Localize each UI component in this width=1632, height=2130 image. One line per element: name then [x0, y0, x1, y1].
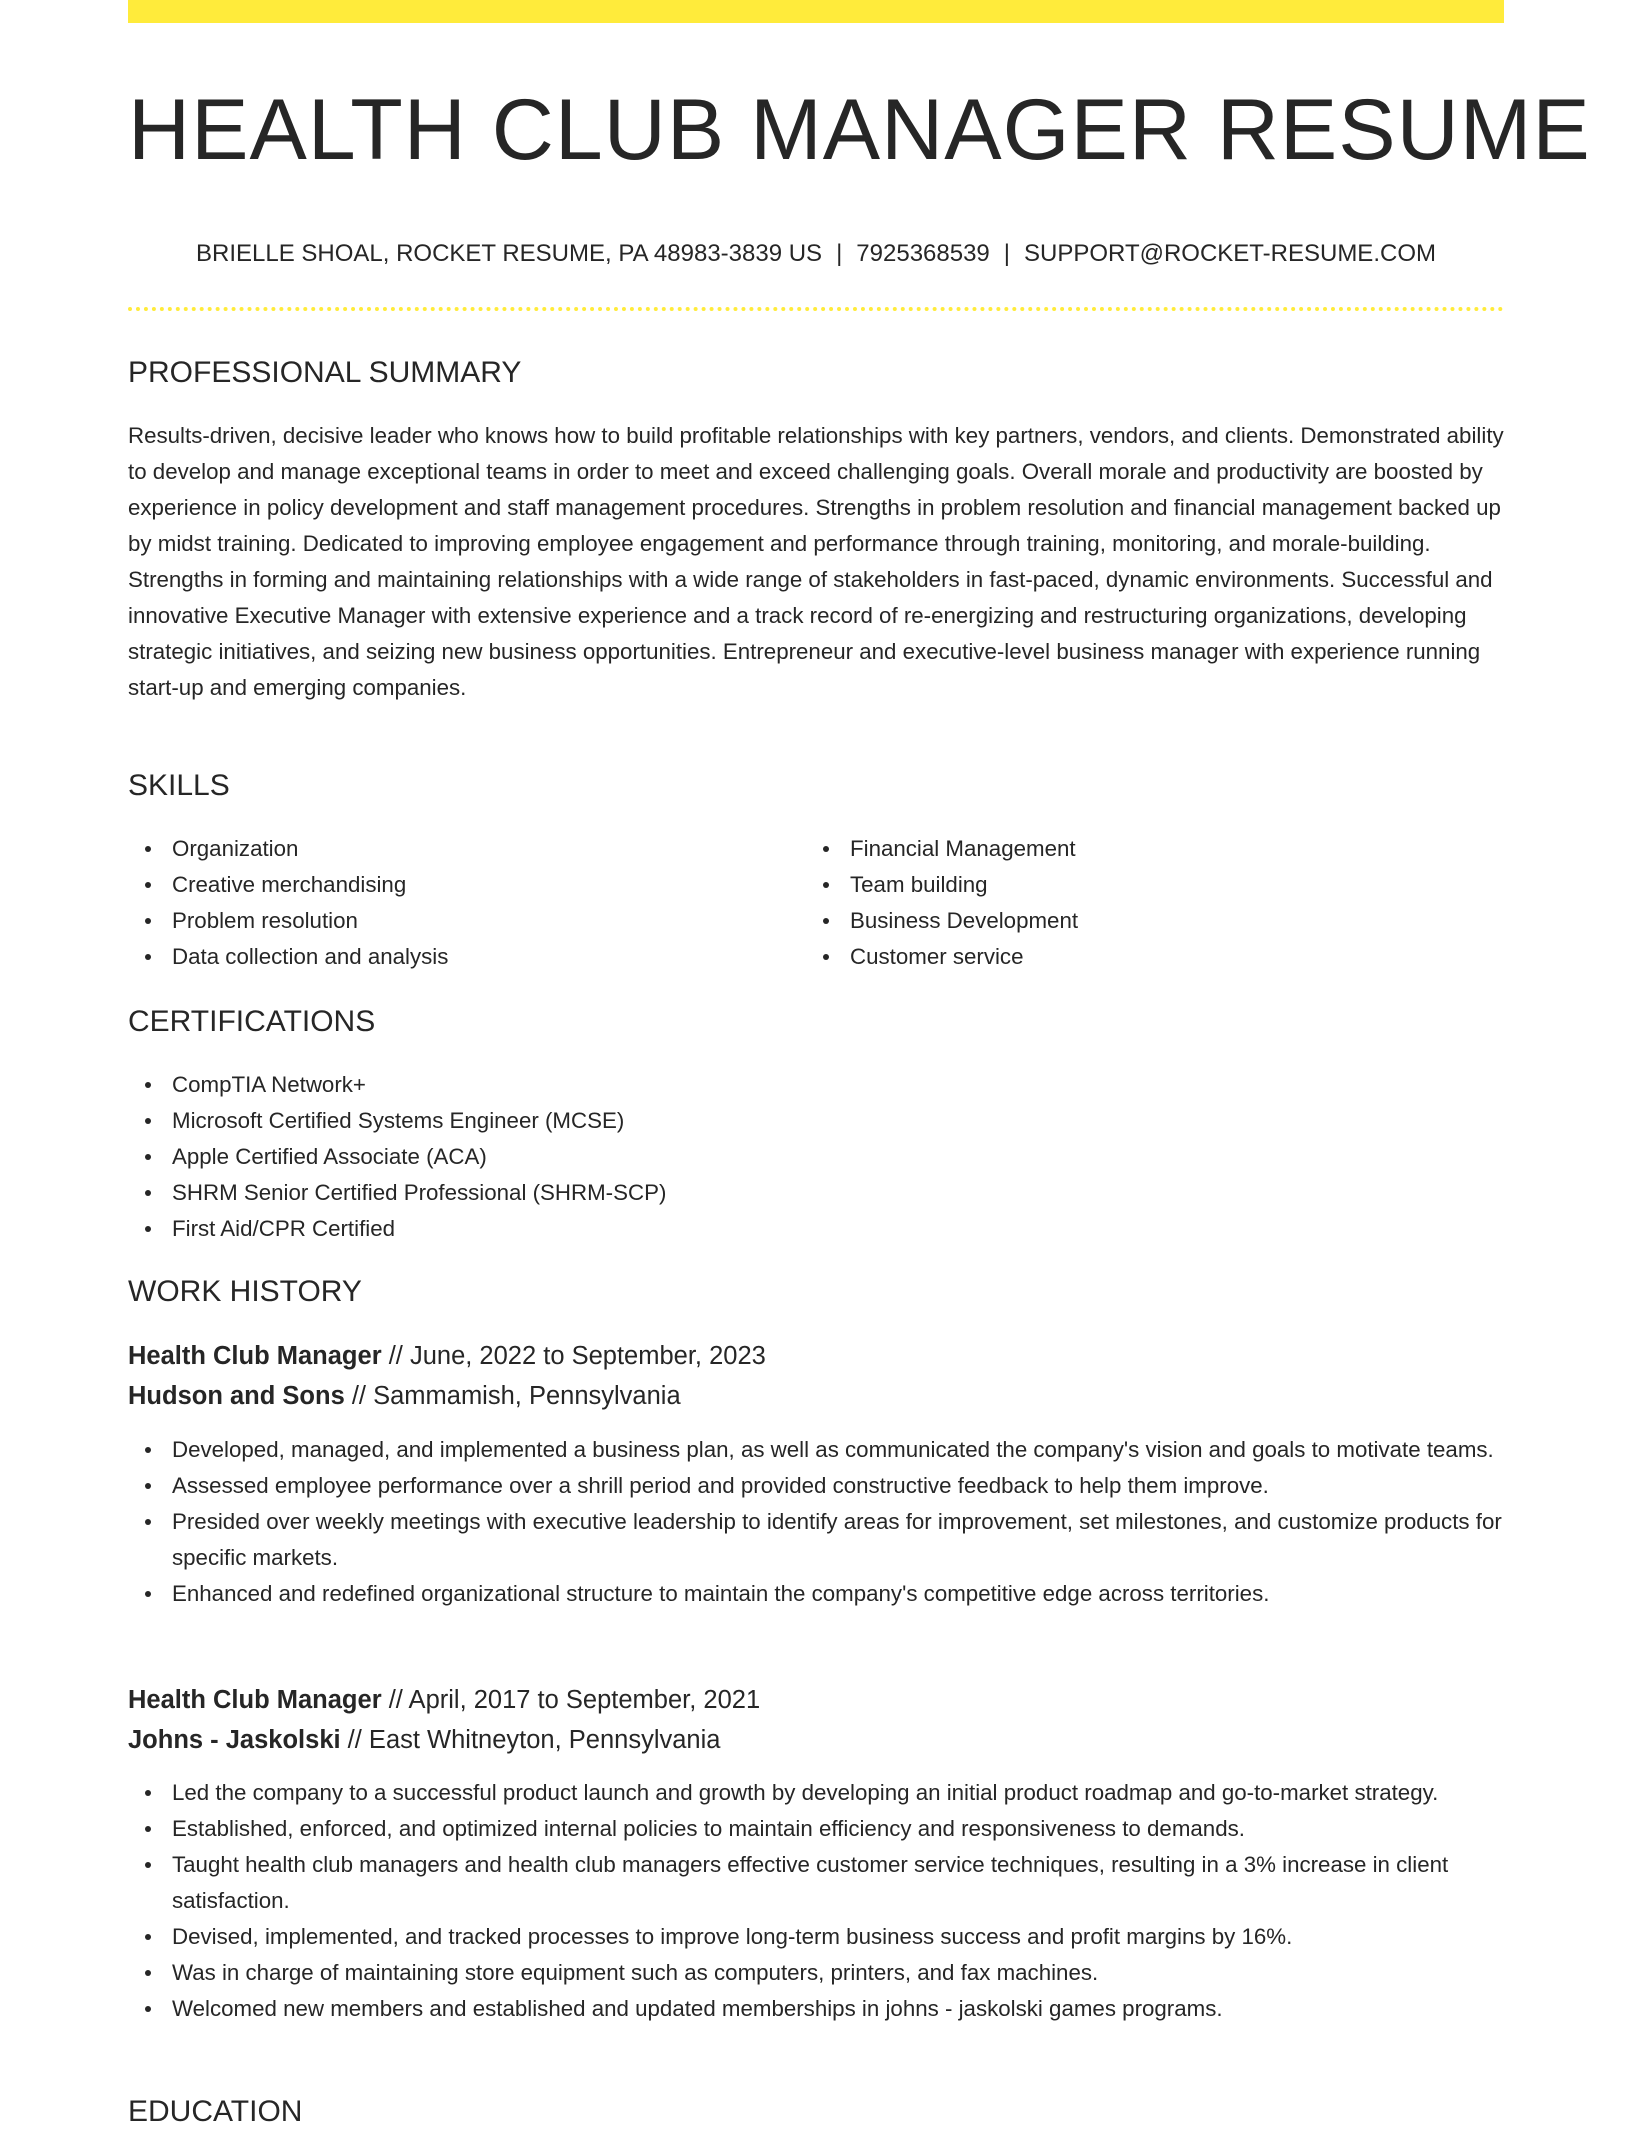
job-dates: // April, 2017 to September, 2021 — [381, 1686, 761, 1714]
skill-item: Financial Management — [806, 831, 1446, 867]
skill-item: Team building — [806, 867, 1446, 903]
job-duty: Established, enforced, and optimized internal policies to maintain efficiency and responsiveness to demands. — [128, 1811, 1504, 1847]
job-duty: Devised, implemented, and tracked processes to improve long-term business success and profit margins by 16%. — [128, 1919, 1504, 1955]
job-duty: Welcomed new members and established and updated memberships in johns - jaskolski games programs. — [128, 1991, 1504, 2027]
skills-list-right — [806, 831, 1446, 975]
contact-line — [128, 236, 1504, 272]
work-history-heading: WORK HISTORY — [128, 1275, 362, 1308]
job-dates: // June, 2022 to September, 2023 — [381, 1342, 766, 1370]
job-duties-list — [128, 1775, 1504, 2027]
contact-separator: | — [1003, 240, 1011, 267]
certification-item: Microsoft Certified Systems Engineer (MCSE) — [128, 1103, 1504, 1139]
job-company-line — [128, 1720, 720, 1760]
contact-email: SUPPORT@ROCKET-RESUME.COM — [1024, 240, 1436, 267]
skills-list-left — [128, 831, 768, 975]
skill-item: Creative merchandising — [128, 867, 768, 903]
certifications-list — [128, 1067, 1504, 1247]
job-duty: Was in charge of maintaining store equipment such as computers, printers, and fax machines. — [128, 1955, 1504, 1991]
summary-text: Results-driven, decisive leader who knows how to build profitable relationships with key partners, vendors, and clients. Demonstrated ability to develop and manage exceptional teams in order to meet and exceed challenging goals. Overall morale and productivity are boosted by experience in policy development and staff management procedures. Strengths in problem resolution and financial management backed up by midst training. Dedicated to improving employee engagement and performance through training, monitoring, and morale-building. Strengths in forming and maintaining relationships with a wide range of stakeholders in fast-paced, dynamic environments. Successful and innovative Executive Manager with extensive experience and a track record of re-energizing and restructuring organizations, developing strategic initiatives, and seizing new business opportunities. Entrepreneur and executive-level business manager with experience running start-up and emerging companies. — [128, 423, 1504, 700]
job-location: // Sammamish, Pennsylvania — [344, 1382, 681, 1410]
skill-item: Customer service — [806, 939, 1446, 975]
certification-item: CompTIA Network+ — [128, 1067, 1504, 1103]
job-duty: Taught health club managers and health club managers effective customer service techniques, resulting in a 3% increase in client satisfaction. — [128, 1847, 1504, 1919]
job-duty: Assessed employee performance over a shrill period and provided constructive feedback to help them improve. — [128, 1468, 1504, 1504]
certification-item: First Aid/CPR Certified — [128, 1211, 1504, 1247]
job-title: Health Club Manager — [128, 1342, 382, 1370]
job-title-line — [128, 1336, 766, 1376]
accent-bar — [128, 0, 1504, 23]
job-company-line — [128, 1376, 681, 1416]
job-duty: Developed, managed, and implemented a business plan, as well as communicated the company's vision and goals to motivate teams. — [128, 1432, 1504, 1468]
skill-item: Data collection and analysis — [128, 939, 768, 975]
job-duty: Enhanced and redefined organizational structure to maintain the company's competitive edge across territories. — [128, 1576, 1504, 1612]
job-title: Health Club Manager — [128, 1686, 382, 1714]
job-company: Johns - Jaskolski — [128, 1726, 341, 1754]
dotted-divider — [128, 307, 1504, 311]
certifications-heading: CERTIFICATIONS — [128, 1005, 376, 1038]
contact-separator: | — [836, 240, 843, 267]
job-duty: Presided over weekly meetings with executive leadership to identify areas for improvement, set milestones, and customize products for specific markets. — [128, 1504, 1504, 1576]
contact-address: BRIELLE SHOAL, ROCKET RESUME, PA 48983-3839 US — [196, 240, 823, 267]
contact-phone: 7925368539 — [856, 240, 990, 267]
job-duties-list — [128, 1432, 1504, 1612]
resume-title: HEALTH CLUB MANAGER RESUME — [128, 82, 1591, 178]
skills-heading: SKILLS — [128, 769, 230, 802]
skill-item: Business Development — [806, 903, 1446, 939]
certification-item: Apple Certified Associate (ACA) — [128, 1139, 1504, 1175]
education-heading: EDUCATION — [128, 2095, 303, 2128]
job-duty: Led the company to a successful product launch and growth by developing an initial product roadmap and go-to-market strategy. — [128, 1775, 1504, 1811]
job-location: // East Whitneyton, Pennsylvania — [340, 1726, 721, 1754]
job-company: Hudson and Sons — [128, 1382, 345, 1410]
skill-item: Organization — [128, 831, 768, 867]
certification-item: SHRM Senior Certified Professional (SHRM-SCP) — [128, 1175, 1504, 1211]
job-title-line — [128, 1680, 760, 1720]
summary-heading: PROFESSIONAL SUMMARY — [128, 356, 522, 389]
skill-item: Problem resolution — [128, 903, 768, 939]
